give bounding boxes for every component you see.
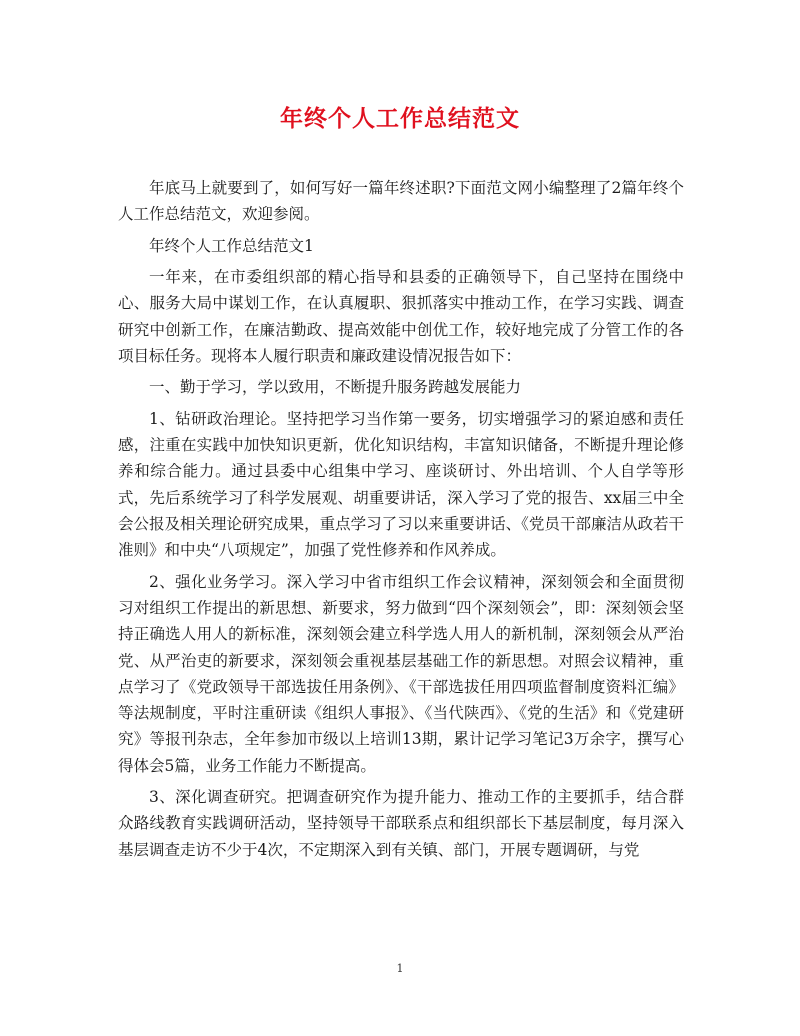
paragraph-intro: 年底马上就要到了，如何写好一篇年终述职?下面范文网小编整理了2篇年终个人工作总结范文，欢迎参阅。 <box>118 179 684 224</box>
document-title: 年终个人工作总结范文 <box>280 105 520 132</box>
section-heading-1: 一、勤于学习，学以致用，不断提升服务跨越发展能力 <box>149 378 522 397</box>
paragraph-overview: 一年来，在市委组织部的精心指导和县委的正确领导下，自己坚持在围绕中心、服务大局中谋划工作，在认真履职、狠抓落实中推动工作，在学习实践、调查研究中创新工作，在廉洁勤政、提高效能中创优工作，较好地完成了分管工作的各项目标任务。现将本人履行职责和廉政建设情况报告如下： <box>118 268 684 365</box>
paragraph-item-1: 1、钻研政治理论。坚持把学习当作第一要务，切实增强学习的紧迫感和责任感，注重在实践中加快知识更新，优化知识结构，丰富知识储备，不断提升理论修养和综合能力。通过县委中心组集中学习、座谈研讨、外出培训、个人自学等形式，先后系统学习了科学发展观、胡重要讲话，深入学习了党的报告、xx届三中全会公报及相关理论研究成果，重点学习了习以来重要讲话、《党员干部廉洁从政若干准则》和中央“八项规定”，加强了党性修养和作风养成。 <box>118 409 684 560</box>
paragraph-item-2: 2、强化业务学习。深入学习中省市组织工作会议精神，深刻领会和全面贯彻习对组织工作提出的新思想、新要求，努力做到“四个深刻领会”，即：深刻领会坚持正确选人用人的新标准，深刻领会建立科学选人用人的新机制，深刻领会从严治党、从严治吏的新要求，深刻领会重视基层基础工作的新思想。对照会议精神，重点学习了《党政领导干部选拔任用条例》、《干部选拔任用四项监督制度资料汇编》等法规制度，平时注重研读《组织人事报》、《当代陕西》、《党的生活》和《党建研究》等报刊杂志，全年参加市级以上培训13期，累计记学习笔记3万余字，撰写心得体会5篇，业务工作能力不断提高。 <box>118 572 684 775</box>
page-number: 1 <box>396 962 404 975</box>
paragraph-subtitle: 年终个人工作总结范文1 <box>149 236 314 255</box>
paragraph-item-3: 3、深化调查研究。把调查研究作为提升能力、推动工作的主要抓手，结合群众路线教育实践调研活动，坚持领导干部联系点和组织部长下基层制度，每月深入基层调查走访不少于4次，不定期深入到有关镇、部门，开展专题调研，与党 <box>118 788 684 859</box>
document-body <box>118 175 684 868</box>
